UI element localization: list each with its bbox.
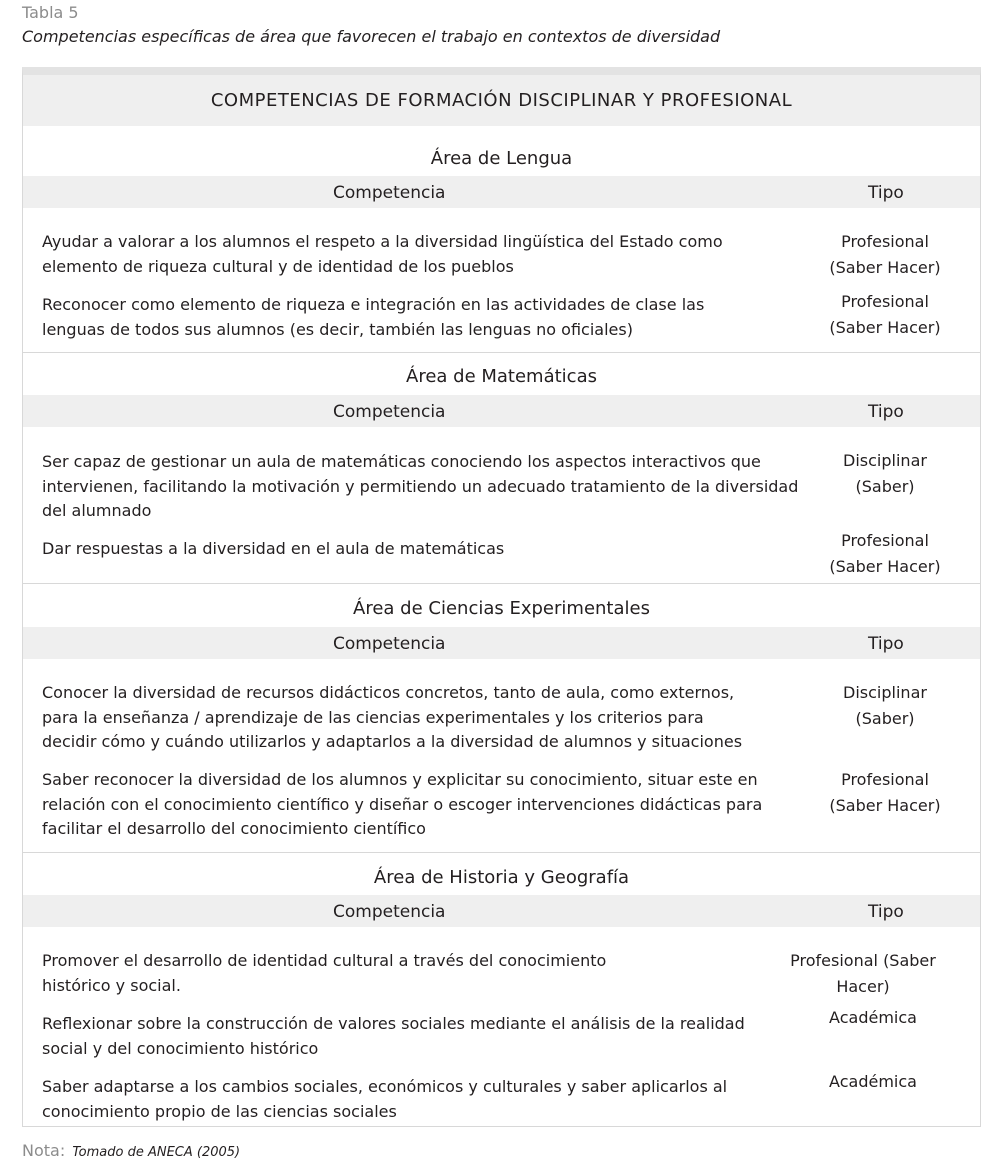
- section-ciencias: [23, 583, 980, 853]
- column-header-competencia: Competencia: [333, 902, 446, 922]
- tipo-cell: Profesional (Saber Hacer): [829, 770, 941, 815]
- table-caption-title: Competencias específicas de área que favorecen el trabajo en contextos de diversidad: [22, 27, 721, 46]
- tipo-cell: Profesional (Saber Hacer): [829, 232, 941, 277]
- column-header-row: [23, 395, 980, 427]
- column-header-tipo: Tipo: [868, 902, 904, 922]
- tipo-cell: Profesional (Saber Hacer): [829, 531, 941, 576]
- competencia-text: Dar respuestas a la diversidad en el aula de matemáticas: [42, 539, 505, 558]
- competencia-text: Ayudar a valorar a los alumnos el respeto a la diversidad lingüística del Estado como elemento de riqueza cultural y de identidad de los pueblos: [42, 232, 723, 276]
- competencia-text: Reconocer como elemento de riqueza e integración en las actividades de clase las lenguas de todos sus alumnos (es decir, también las lenguas no oficiales): [42, 295, 705, 339]
- section-matematicas: [23, 352, 980, 584]
- competencia-text: Saber adaptarse a los cambios sociales, económicos y culturales y saber aplicarlos al conocimiento propio de las ciencias sociales: [42, 1077, 728, 1121]
- competencia-text: Reflexionar sobre la construcción de valores sociales mediante el análisis de la realidad social y del conocimiento histórico: [42, 1014, 745, 1058]
- tipo-cell: Profesional (Saber Hacer): [829, 292, 941, 337]
- column-header-tipo: Tipo: [868, 183, 904, 203]
- table-main-header: COMPETENCIAS DE FORMACIÓN DISCIPLINAR Y PROFESIONAL: [23, 75, 980, 126]
- competencia-text: Saber reconocer la diversidad de los alumnos y explicitar su conocimiento, situar este en relación con el conocimiento científico y diseñar o escoger intervenciones didácticas para facilitar el desarrollo del conocimiento científico: [42, 770, 763, 838]
- area-title: Área de Matemáticas: [406, 366, 597, 387]
- tipo-cell: Académica: [829, 1072, 917, 1091]
- column-header-competencia: Competencia: [333, 634, 446, 654]
- competencia-text: Ser capaz de gestionar un aula de matemáticas conociendo los aspectos interactivos que intervienen, facilitando la motivación y permitiendo un adecuado tratamiento de la diversidad del alumnado: [42, 452, 799, 520]
- tipo-cell: Disciplinar (Saber): [843, 683, 927, 728]
- competencia-text: Promover el desarrollo de identidad cultural a través del conocimiento histórico y social.: [42, 951, 607, 995]
- tipo-cell: Profesional (Saber Hacer): [790, 951, 936, 996]
- table-note: [22, 1141, 240, 1160]
- column-header-tipo: Tipo: [868, 634, 904, 654]
- table-caption-label: Tabla 5: [22, 3, 79, 22]
- column-header-row: [23, 176, 980, 208]
- note-label: Nota:: [22, 1141, 66, 1160]
- tipo-cell: Disciplinar (Saber): [843, 451, 927, 496]
- note-text: Tomado de ANECA (2005): [72, 1145, 241, 1160]
- column-header-row: [23, 627, 980, 659]
- area-title: Área de Historia y Geografía: [373, 867, 630, 888]
- tipo-cell: Académica: [829, 1008, 917, 1027]
- area-title: Área de Lengua: [430, 148, 573, 169]
- competencias-table: [22, 67, 981, 1127]
- column-header-row: [23, 895, 980, 927]
- column-header-tipo: Tipo: [868, 402, 904, 422]
- column-header-competencia: Competencia: [333, 183, 446, 203]
- section-historia: [23, 852, 980, 1128]
- column-header-competencia: Competencia: [333, 402, 446, 422]
- section-lengua: [23, 126, 980, 352]
- competencia-text: Conocer la diversidad de recursos didácticos concretos, tanto de aula, como externos, para la enseñanza / aprendizaje de las ciencias experimentales y los criterios para decidir cómo y cuándo utilizarlos y adaptarlos a la diversidad de alumnos y situaciones: [42, 683, 743, 751]
- area-title: Área de Ciencias Experimentales: [353, 598, 650, 619]
